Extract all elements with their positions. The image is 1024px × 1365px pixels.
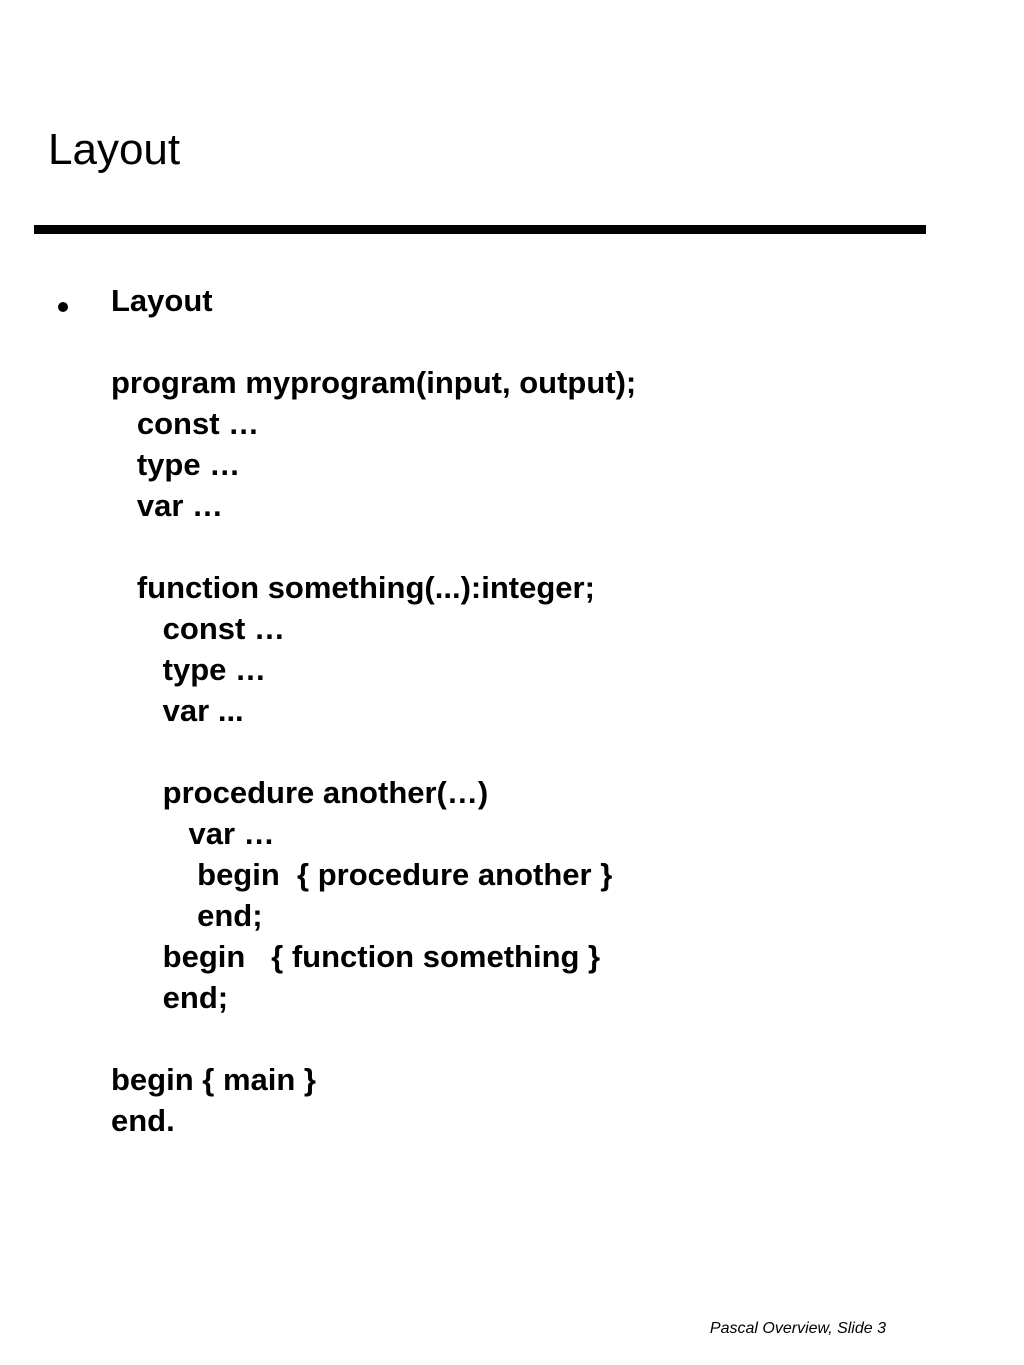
- code-line: program myprogram(input, output);: [111, 365, 637, 400]
- code-line: var …: [111, 488, 223, 523]
- bullet-marker: [58, 293, 68, 317]
- slide-title: Layout: [48, 125, 181, 174]
- title-divider: [34, 225, 926, 234]
- code-line: end.: [111, 1103, 175, 1138]
- code-line: [111, 1018, 636, 1059]
- code-line: var ...: [111, 693, 244, 728]
- code-line: const …: [111, 406, 260, 441]
- code-line: begin { function something }: [111, 939, 601, 974]
- code-listing: [111, 280, 636, 1141]
- code-line: const …: [111, 611, 285, 646]
- code-line: end;: [111, 898, 263, 933]
- code-line: [111, 321, 636, 362]
- code-line: end;: [111, 980, 229, 1015]
- code-line: begin { main }: [111, 1062, 316, 1097]
- code-line: type …: [111, 447, 241, 482]
- code-line: procedure another(…): [111, 775, 489, 810]
- code-line: var …: [111, 816, 275, 851]
- code-line: type …: [111, 652, 267, 687]
- bullet-dot-icon: [58, 302, 68, 312]
- slide-footer: Pascal Overview, Slide 3: [709, 1320, 886, 1337]
- code-line: function something(...):integer;: [111, 570, 595, 605]
- code-line: begin { procedure another }: [111, 857, 613, 892]
- bullet-heading: Layout: [111, 283, 213, 318]
- code-line: [111, 526, 636, 567]
- code-line: [111, 731, 636, 772]
